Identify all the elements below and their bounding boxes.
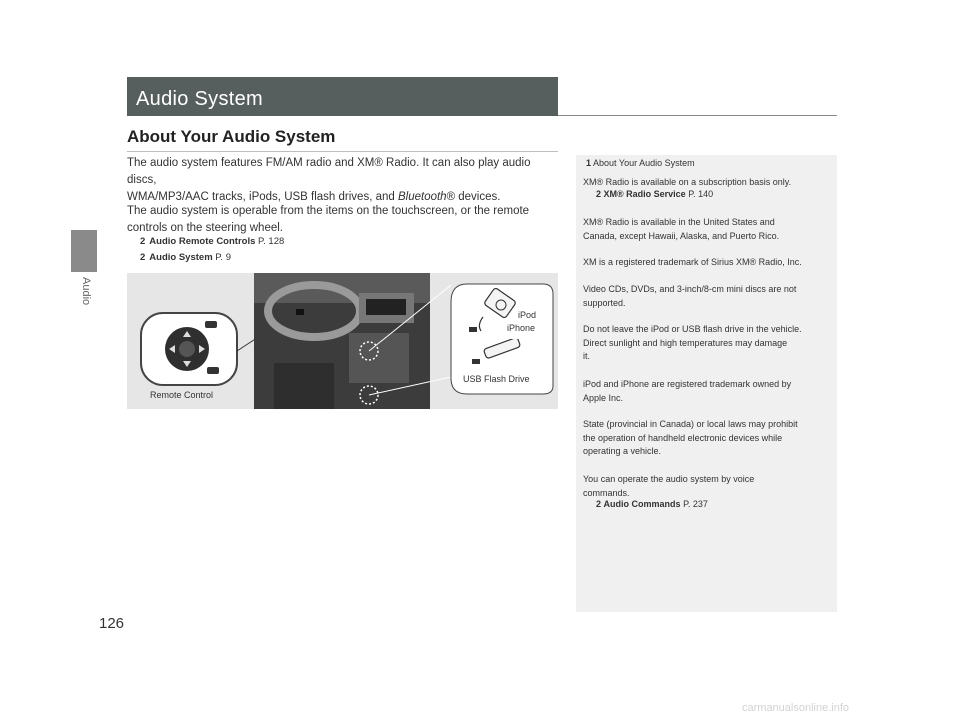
note-line: supported. <box>583 297 626 308</box>
note-line: Apple Inc. <box>583 392 624 403</box>
intro-line-1: The audio system features FM/AM radio and XM® Radio. It can also play audio discs, <box>127 157 531 186</box>
sidebar-note-apple-trademark <box>583 378 833 405</box>
note-line: You can operate the audio system by voice <box>583 474 755 484</box>
note-line: iPod and iPhone are registered trademark owned by <box>583 379 792 389</box>
ref-label: Audio Commands <box>603 499 681 509</box>
ref-arrow-icon: 2 <box>596 499 602 509</box>
usb-flash-drive-icon <box>470 339 530 369</box>
ref-page: P. 9 <box>215 252 231 263</box>
note-line: Do not leave the iPod or USB flash drive in the vehicle. <box>583 324 802 334</box>
note-line: Canada, except Hawaii, Alaska, and Puerto Rico. <box>583 230 780 241</box>
sidebar-note-voice-commands <box>583 473 833 500</box>
header-rule <box>558 115 837 116</box>
sidebar-title <box>586 158 695 168</box>
sidebar-note-xm-availability <box>583 216 833 243</box>
audio-system-figure <box>127 273 558 409</box>
remote-control-illustration <box>139 311 239 387</box>
controls-line-2: controls on the steering wheel. <box>127 222 283 234</box>
note-line: XM® Radio is available in the United States and <box>583 217 775 227</box>
intro-line-2-text: WMA/MP3/AAC tracks, iPods, USB flash drives, and <box>127 191 398 203</box>
intro-line-2-end: ® devices. <box>446 191 501 203</box>
note-line: commands. <box>583 487 630 498</box>
usb-flash-drive-label: USB Flash Drive <box>463 374 530 384</box>
watermark: carmanualsonline.info <box>742 702 850 714</box>
sidebar-note-heat-warning <box>583 323 833 364</box>
remote-control-label: Remote Control <box>150 390 214 400</box>
ref-page: P. 237 <box>683 499 708 509</box>
bluetooth-term: Bluetooth <box>397 191 447 203</box>
note-line: Video CDs, DVDs, and 3-inch/8-cm mini discs are not <box>583 284 797 294</box>
sidebar-title-text: About Your Audio System <box>593 158 695 168</box>
controls-line-1: The audio system is operable from the items on the touchscreen, or the remote <box>127 205 530 217</box>
chapter-tab <box>71 230 97 272</box>
intro-paragraph <box>127 155 557 206</box>
page-subheading: About Your Audio System <box>127 127 336 146</box>
ref-label: Audio Remote Controls <box>149 236 256 247</box>
ref-audio-system[interactable] <box>140 252 231 263</box>
chapter-tab-label: Audio <box>80 277 92 306</box>
ref-arrow-icon: 2 <box>596 189 602 199</box>
note-line: the operation of handheld electronic devices while <box>583 432 783 443</box>
ref-page: P. 140 <box>688 189 714 199</box>
ref-label: Audio System <box>149 252 213 263</box>
ref-arrow-icon: 2 <box>140 236 146 247</box>
note-line: operating a vehicle. <box>583 446 662 456</box>
note-line: Direct sunlight and high temperatures may damage <box>583 337 788 348</box>
ipod-label: iPod <box>518 310 537 320</box>
ref-audio-remote-controls[interactable] <box>140 236 284 247</box>
ref-arrow-icon: 2 <box>140 252 146 263</box>
sidebar-note-xm-subscription: XM® Radio is available on a subscription basis only. <box>583 177 792 187</box>
sidebar-note-local-laws <box>583 418 833 459</box>
page-number: 126 <box>99 615 125 632</box>
sidebar-note-disc-support <box>583 283 833 310</box>
note-line: it. <box>583 351 591 361</box>
ref-label: XM® Radio Service <box>603 189 686 199</box>
sidebar-ref-xm-radio-service[interactable] <box>596 189 713 199</box>
ref-page: P. 128 <box>258 236 285 247</box>
controls-paragraph <box>127 203 557 237</box>
section-title: Audio System <box>136 88 263 110</box>
sidebar-ref-audio-commands[interactable] <box>596 499 708 509</box>
note-line: State (provincial in Canada) or local laws may prohibit <box>583 419 798 429</box>
note-icon: 1 <box>586 158 592 168</box>
iphone-label: iPhone <box>507 323 536 333</box>
sidebar-note-xm-trademark: XM is a registered trademark of Sirius XM® Radio, Inc. <box>583 257 802 267</box>
subheading-rule <box>127 151 558 152</box>
